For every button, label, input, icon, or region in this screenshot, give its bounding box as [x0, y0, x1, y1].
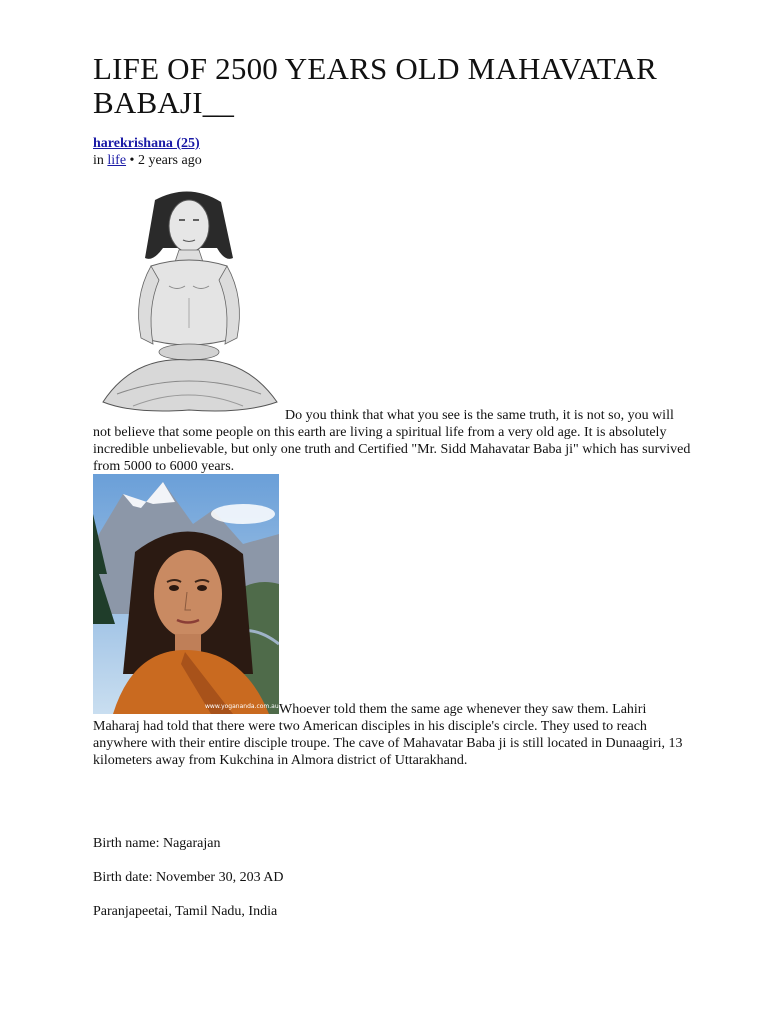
meta-prefix: in — [93, 153, 104, 168]
babaji-portrait-image — [93, 474, 279, 714]
paragraph-1: Do you think that what you see is the same truth, it is not so, you will not believe that some people on this earth are living a spiritual life from a very old age. It is absolutely incredible unbelievable, but only one truth and Certified "Mr. Sidd Mahavatar Baba ji" which has survived from 5000 to 6000 years. — [93, 408, 691, 474]
post-meta — [93, 153, 202, 169]
author-link[interactable]: harekrishana (25) — [93, 136, 200, 151]
babaji-sketch-image — [93, 188, 285, 418]
paragraph-2: Whoever told them the same age whenever they saw them. Lahiri Maharaj had told that there were two American disciples in his disciple's circle. They used to reach anywhere with their entire disciple troupe. The cave of Mahavatar Baba ji is still located in Dunaagiri, 13 kilometers away from Kukchina in Almora district of Uttarakhand. — [93, 702, 683, 768]
birth-date: Birth date: November 30, 203 AD — [93, 870, 284, 885]
category-link[interactable]: life — [107, 153, 127, 168]
post-age: 2 years ago — [137, 153, 202, 168]
image-watermark: www.yogananda.com.au — [205, 703, 279, 710]
meta-separator: • — [129, 153, 135, 168]
birth-place: Paranjapeetai, Tamil Nadu, India — [93, 904, 278, 919]
article-title: LIFE OF 2500 YEARS OLD MAHAVATAR BABAJI__ — [93, 51, 657, 120]
birth-name: Birth name: Nagarajan — [93, 836, 221, 851]
